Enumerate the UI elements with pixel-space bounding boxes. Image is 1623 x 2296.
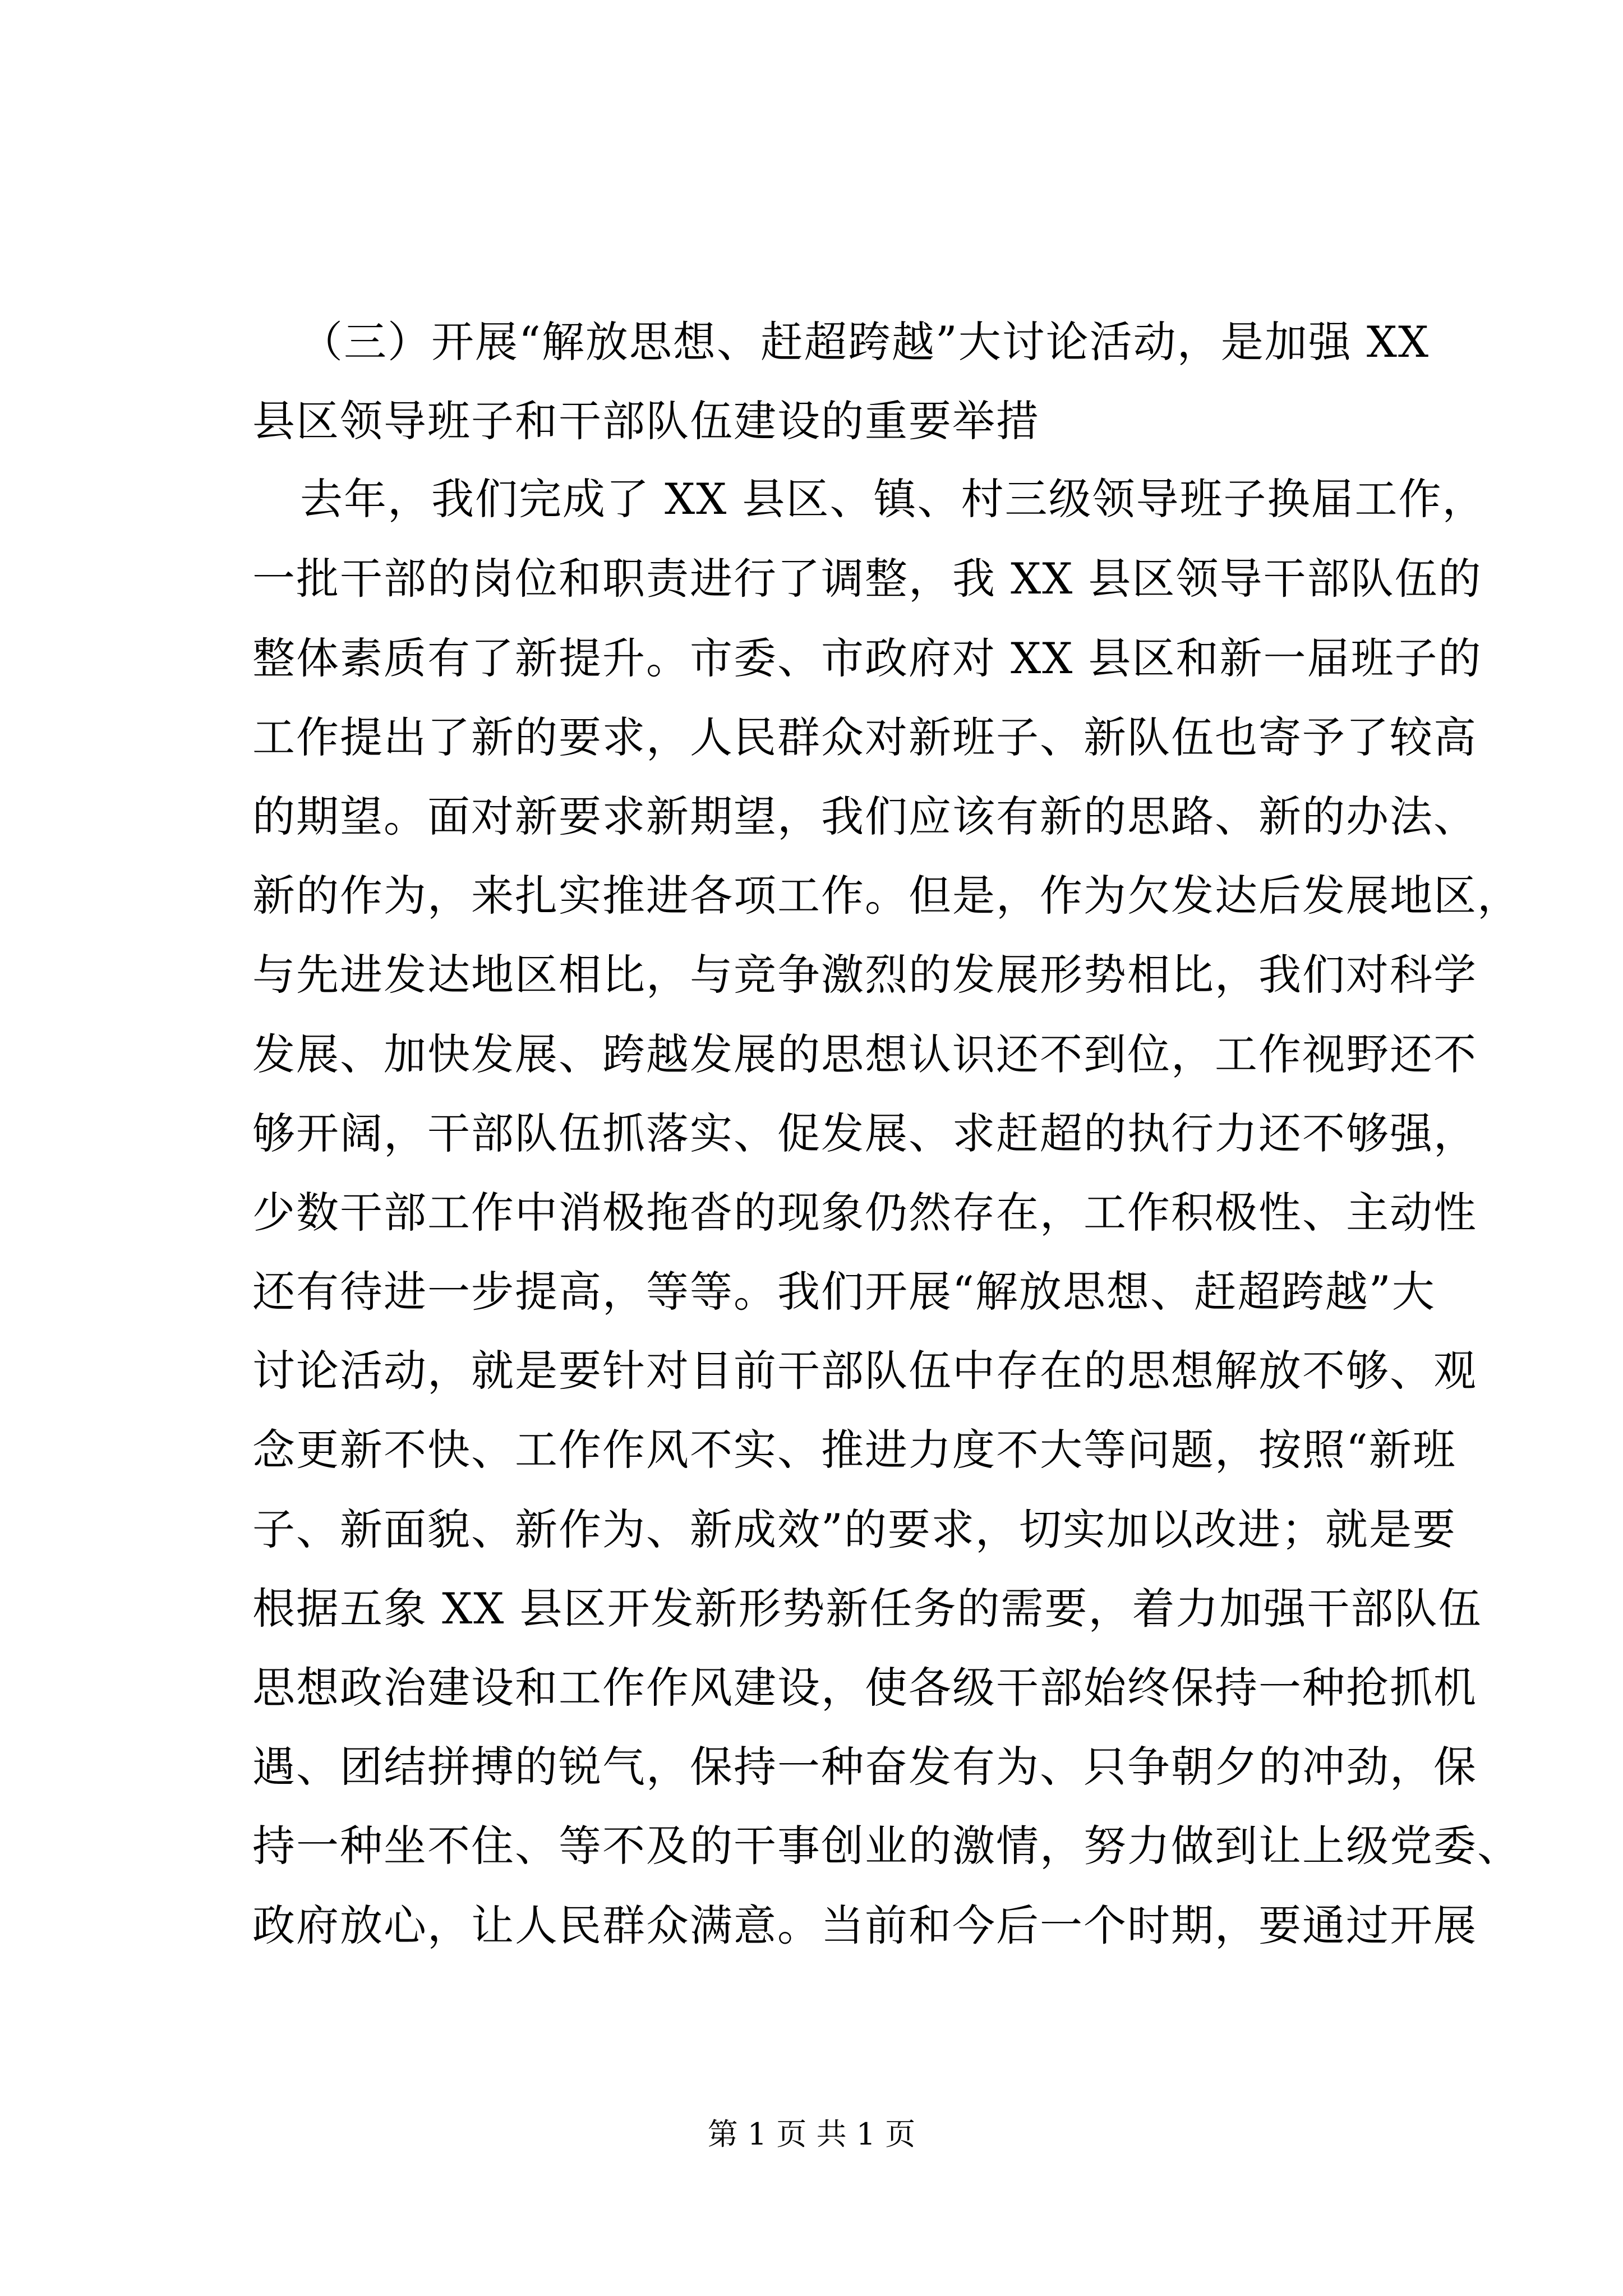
paragraph-line: 与先进发达地区相比，与竞争激烈的发展形势相比，我们对科学 bbox=[252, 950, 1477, 1000]
section-heading-line-1: （三）开展“解放思想、赶超跨越”大讨论活动，是加强 XX bbox=[300, 317, 1430, 367]
paragraph-line: 遇、团结拼搏的锐气，保持一种奋发有为、只争朝夕的冲劲，保 bbox=[252, 1742, 1477, 1792]
paragraph-line: 根据五象 XX 县区开发新形势新任务的需要，着力加强干部队伍 bbox=[252, 1584, 1482, 1634]
paragraph-line: 还有待进一步提高，等等。我们开展“解放思想、赶超跨越”大 bbox=[252, 1267, 1436, 1317]
paragraph-line: 整体素质有了新提升。市委、市政府对 XX 县区和新一届班子的 bbox=[252, 633, 1482, 683]
paragraph-line: 念更新不快、工作作风不实、推进力度不大等问题，按照“新班 bbox=[252, 1425, 1456, 1475]
paragraph-line: 发展、加快发展、跨越发展的思想认识还不到位，工作视野还不 bbox=[252, 1029, 1477, 1079]
paragraph-line: 够开阔，干部队伍抓落实、促发展、求赶超的执行力还不够强， bbox=[252, 1108, 1477, 1158]
paragraph-line: 工作提出了新的要求，人民群众对新班子、新队伍也寄予了较高 bbox=[252, 712, 1477, 762]
paragraph-line: 讨论活动，就是要针对目前干部队伍中存在的思想解放不够、观 bbox=[252, 1346, 1477, 1396]
paragraph-line: 思想政治建设和工作作风建设，使各级干部始终保持一种抢抓机 bbox=[252, 1663, 1477, 1713]
paragraph-line: 一批干部的岗位和职责进行了调整，我 XX 县区领导干部队伍的 bbox=[252, 554, 1482, 604]
paragraph-line: 政府放心，让人民群众满意。当前和今后一个时期，要通过开展 bbox=[252, 1901, 1477, 1950]
paragraph-line: 的期望。面对新要求新期望，我们应该有新的思路、新的办法、 bbox=[252, 792, 1477, 841]
paragraph-line: 子、新面貌、新作为、新成效”的要求，切实加以改进；就是要 bbox=[252, 1504, 1456, 1554]
paragraph-line: 去年，我们完成了 XX 县区、镇、村三级领导班子换届工作， bbox=[300, 474, 1486, 524]
section-heading-line-2: 县区领导班子和干部队伍建设的重要举措 bbox=[252, 396, 1040, 446]
paragraph-line: 持一种坐不住、等不及的干事创业的激情，努力做到让上级党委、 bbox=[252, 1821, 1521, 1871]
page-number-footer: 第 1 页 共 1 页 bbox=[707, 2116, 916, 2152]
paragraph-line: 新的作为，来扎实推进各项工作。但是，作为欠发达后发展地区， bbox=[252, 871, 1521, 921]
paragraph-line: 少数干部工作中消极拖沓的现象仍然存在，工作积极性、主动性 bbox=[252, 1188, 1477, 1237]
